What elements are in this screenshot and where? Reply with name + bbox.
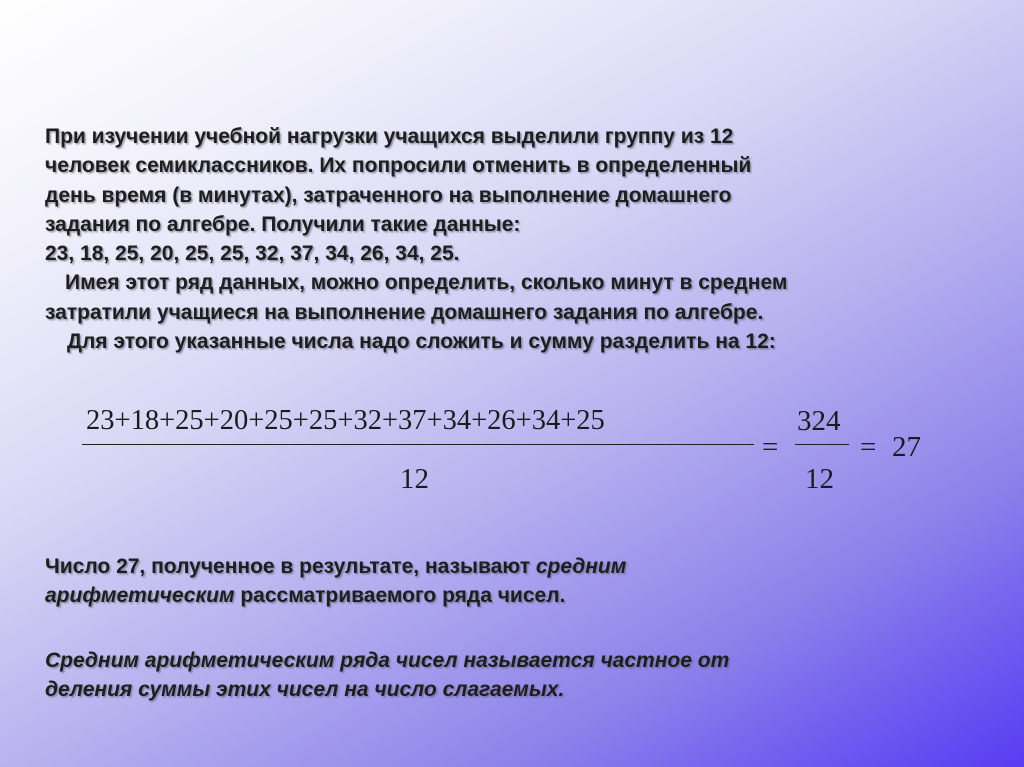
conclusion-plain: рассматриваемого ряда чисел. <box>234 584 566 608</box>
intro-line: день время (в минутах), затраченного на выполнение домашнего <box>45 183 732 207</box>
definition-text <box>45 646 985 705</box>
intro-line: человек семиклассников. Их попросили отменить в определенный <box>45 154 752 178</box>
equals-sign: = <box>762 431 779 463</box>
problem-text <box>45 122 985 356</box>
conclusion-line <box>45 552 985 581</box>
formula-divisor: 12 <box>805 463 834 495</box>
data-series: 23, 18, 25, 20, 25, 25, 32, 37, 34, 26, 34, 25. <box>45 242 460 266</box>
intro-line: Имея этот ряд данных, можно определить, сколько минут в среднем <box>65 271 788 295</box>
term-italic: средним <box>535 555 627 578</box>
conclusion-plain: Число 27, полученное в результате, называют <box>45 555 536 578</box>
formula-result: 27 <box>892 431 921 463</box>
formula-denominator: 12 <box>400 463 429 495</box>
intro-line: задания по алгебре. Получили такие данные: <box>45 212 521 236</box>
definition-line: деления суммы этих чисел на число слагаемых. <box>45 678 565 702</box>
intro-line: При изучении учебной нагрузки учащихся выделили группу из 12 <box>45 125 734 148</box>
mean-formula <box>0 395 1024 505</box>
intro-line: Для этого указанные числа надо сложить и сумму разделить на 12: <box>67 330 776 354</box>
formula-numerator: 23+18+25+20+25+25+32+37+34+26+34+25 <box>86 405 605 436</box>
definition-line: Средним арифметическим ряда чисел называется частное от <box>45 649 730 672</box>
fraction-bar <box>82 444 754 445</box>
term-italic: арифметическим <box>45 584 235 608</box>
formula-sum: 324 <box>797 405 841 437</box>
fraction-bar <box>795 444 849 445</box>
intro-line: затратили учащиеся на выполнение домашнего задания по алгебре. <box>45 300 764 324</box>
equals-sign: = <box>860 431 877 463</box>
conclusion-line <box>45 581 985 610</box>
conclusion-text <box>45 552 985 611</box>
